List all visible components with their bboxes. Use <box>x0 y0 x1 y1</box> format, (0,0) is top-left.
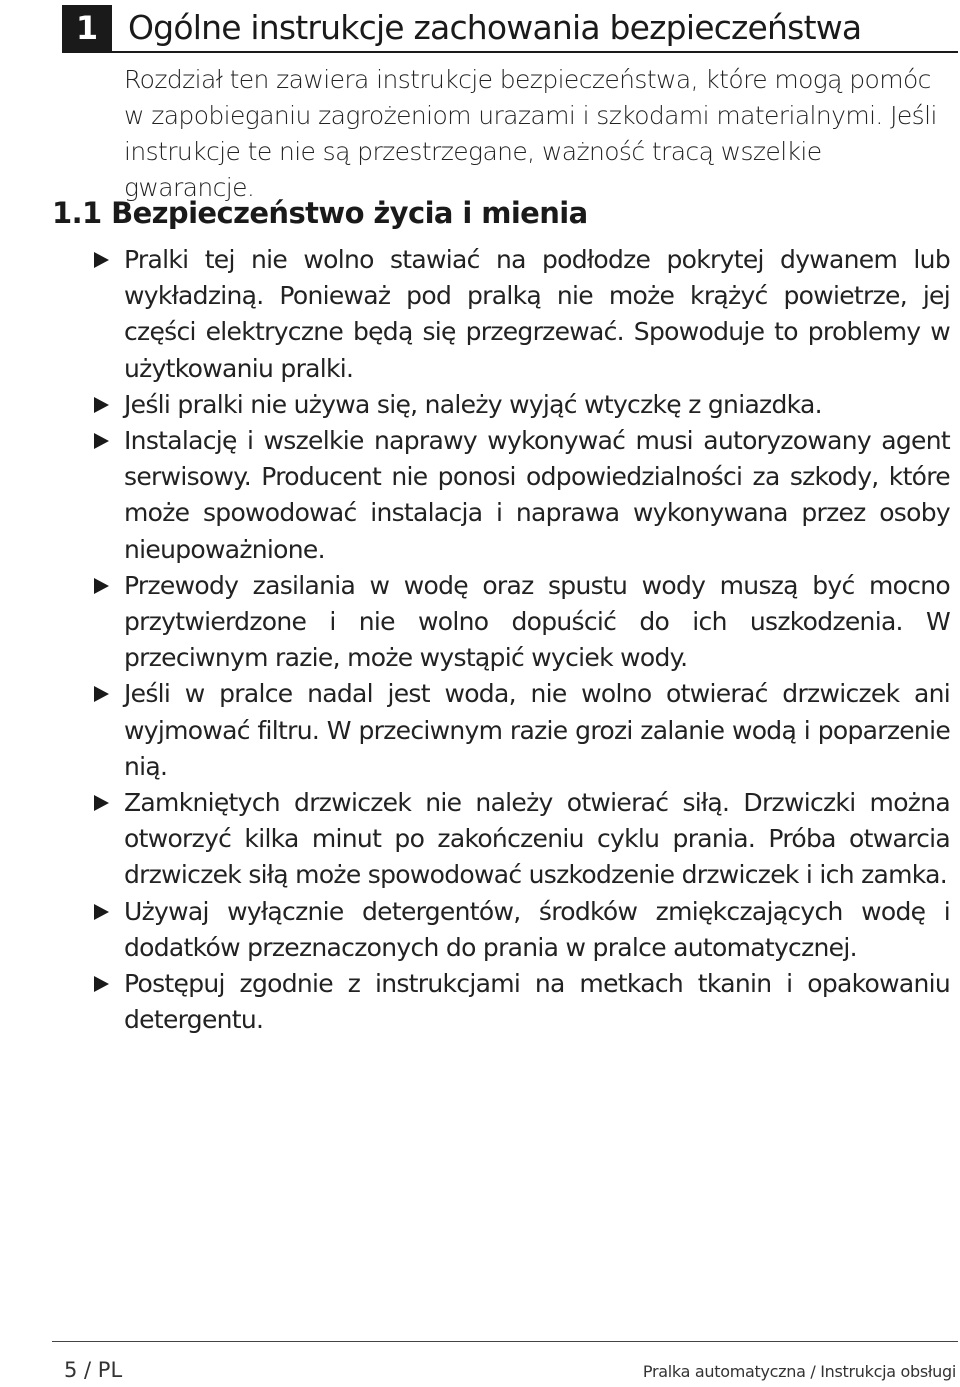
page-number: 5 / PL <box>64 1358 123 1382</box>
list-item <box>90 785 950 894</box>
list-item-text: Przewody zasilania w wodę oraz spustu wody muszą być mocno przytwierdzone i nie wolno dopuścić do ich uszkodzenia. W przeciwnym razie, może wystąpić wyciek wody. <box>124 570 950 673</box>
chapter-title: Ogólne instrukcje zachowania bezpieczeństwa <box>128 8 862 47</box>
list-item <box>90 676 950 785</box>
triangle-right-icon <box>94 686 109 702</box>
triangle-right-icon <box>94 578 109 594</box>
document-title: Pralka automatyczna / Instrukcja obsługi <box>642 1362 956 1381</box>
list-item-text: Pralki tej nie wolno stawiać na podłodze pokrytej dywanem lub wykładziną. Ponieważ pod pralką nie może krążyć powietrze, jej części elektryczne będą się przegrzewać. Spowoduje to problemy w użytkowaniu pralki. <box>124 245 950 383</box>
list-item <box>90 423 950 568</box>
list-item <box>90 966 950 1038</box>
list-item-text: Jeśli w pralce nadal jest woda, nie wolno otwierać drzwiczek ani wyjmować filtru. W przeciwnym razie grozi zalanie wodą i poparzenie nią. <box>124 679 950 781</box>
footer-divider <box>52 1341 958 1342</box>
list-item <box>90 894 950 966</box>
list-item-text: Postępuj zgodnie z instrukcjami na metkach tkanin i opakowaniu detergentu. <box>124 969 950 1035</box>
section-title: 1.1 Bezpieczeństwo życia i mienia <box>52 196 588 230</box>
list-item <box>90 242 950 387</box>
triangle-right-icon <box>94 397 109 413</box>
chapter-header <box>62 5 958 53</box>
safety-list <box>90 242 950 1038</box>
triangle-right-icon <box>94 976 109 992</box>
triangle-right-icon <box>94 904 109 920</box>
chapter-number: 1 <box>62 5 112 51</box>
chapter-intro: Rozdział ten zawiera instrukcje bezpieczeństwa, które mogą pomóc w zapobieganiu zagrożeniom urazami i szkodami materialnymi. Jeśli instrukcje te nie są przestrzegane, ważność tracą wszelkie gwarancje. <box>124 65 937 202</box>
triangle-right-icon <box>94 433 109 449</box>
list-item-text: Używaj wyłącznie detergentów, środków zmiękczających wodę i dodatków przeznaczonych do prania w pralce automatycznej. <box>124 896 950 962</box>
triangle-right-icon <box>94 795 109 811</box>
list-item-text: Jeśli pralki nie używa się, należy wyjąć wtyczkę z gniazdka. <box>124 389 822 419</box>
triangle-right-icon <box>94 252 109 268</box>
list-item-text: Instalację i wszelkie naprawy wykonywać musi autoryzowany agent serwisowy. Producent nie ponosi odpowiedzialności za szkody, które może spowodować instalacja i naprawa wykonywana przez osoby nieupoważnione. <box>124 426 950 564</box>
list-item-text: Zamkniętych drzwiczek nie należy otwierać siłą. Drzwiczki można otworzyć kilka minut po zakończeniu cyklu prania. Próba otwarcia drzwiczek siłą może spowodować uszkodzenie drzwiczek i ich zamka. <box>124 788 950 890</box>
list-item <box>90 387 950 423</box>
list-item <box>90 568 950 677</box>
